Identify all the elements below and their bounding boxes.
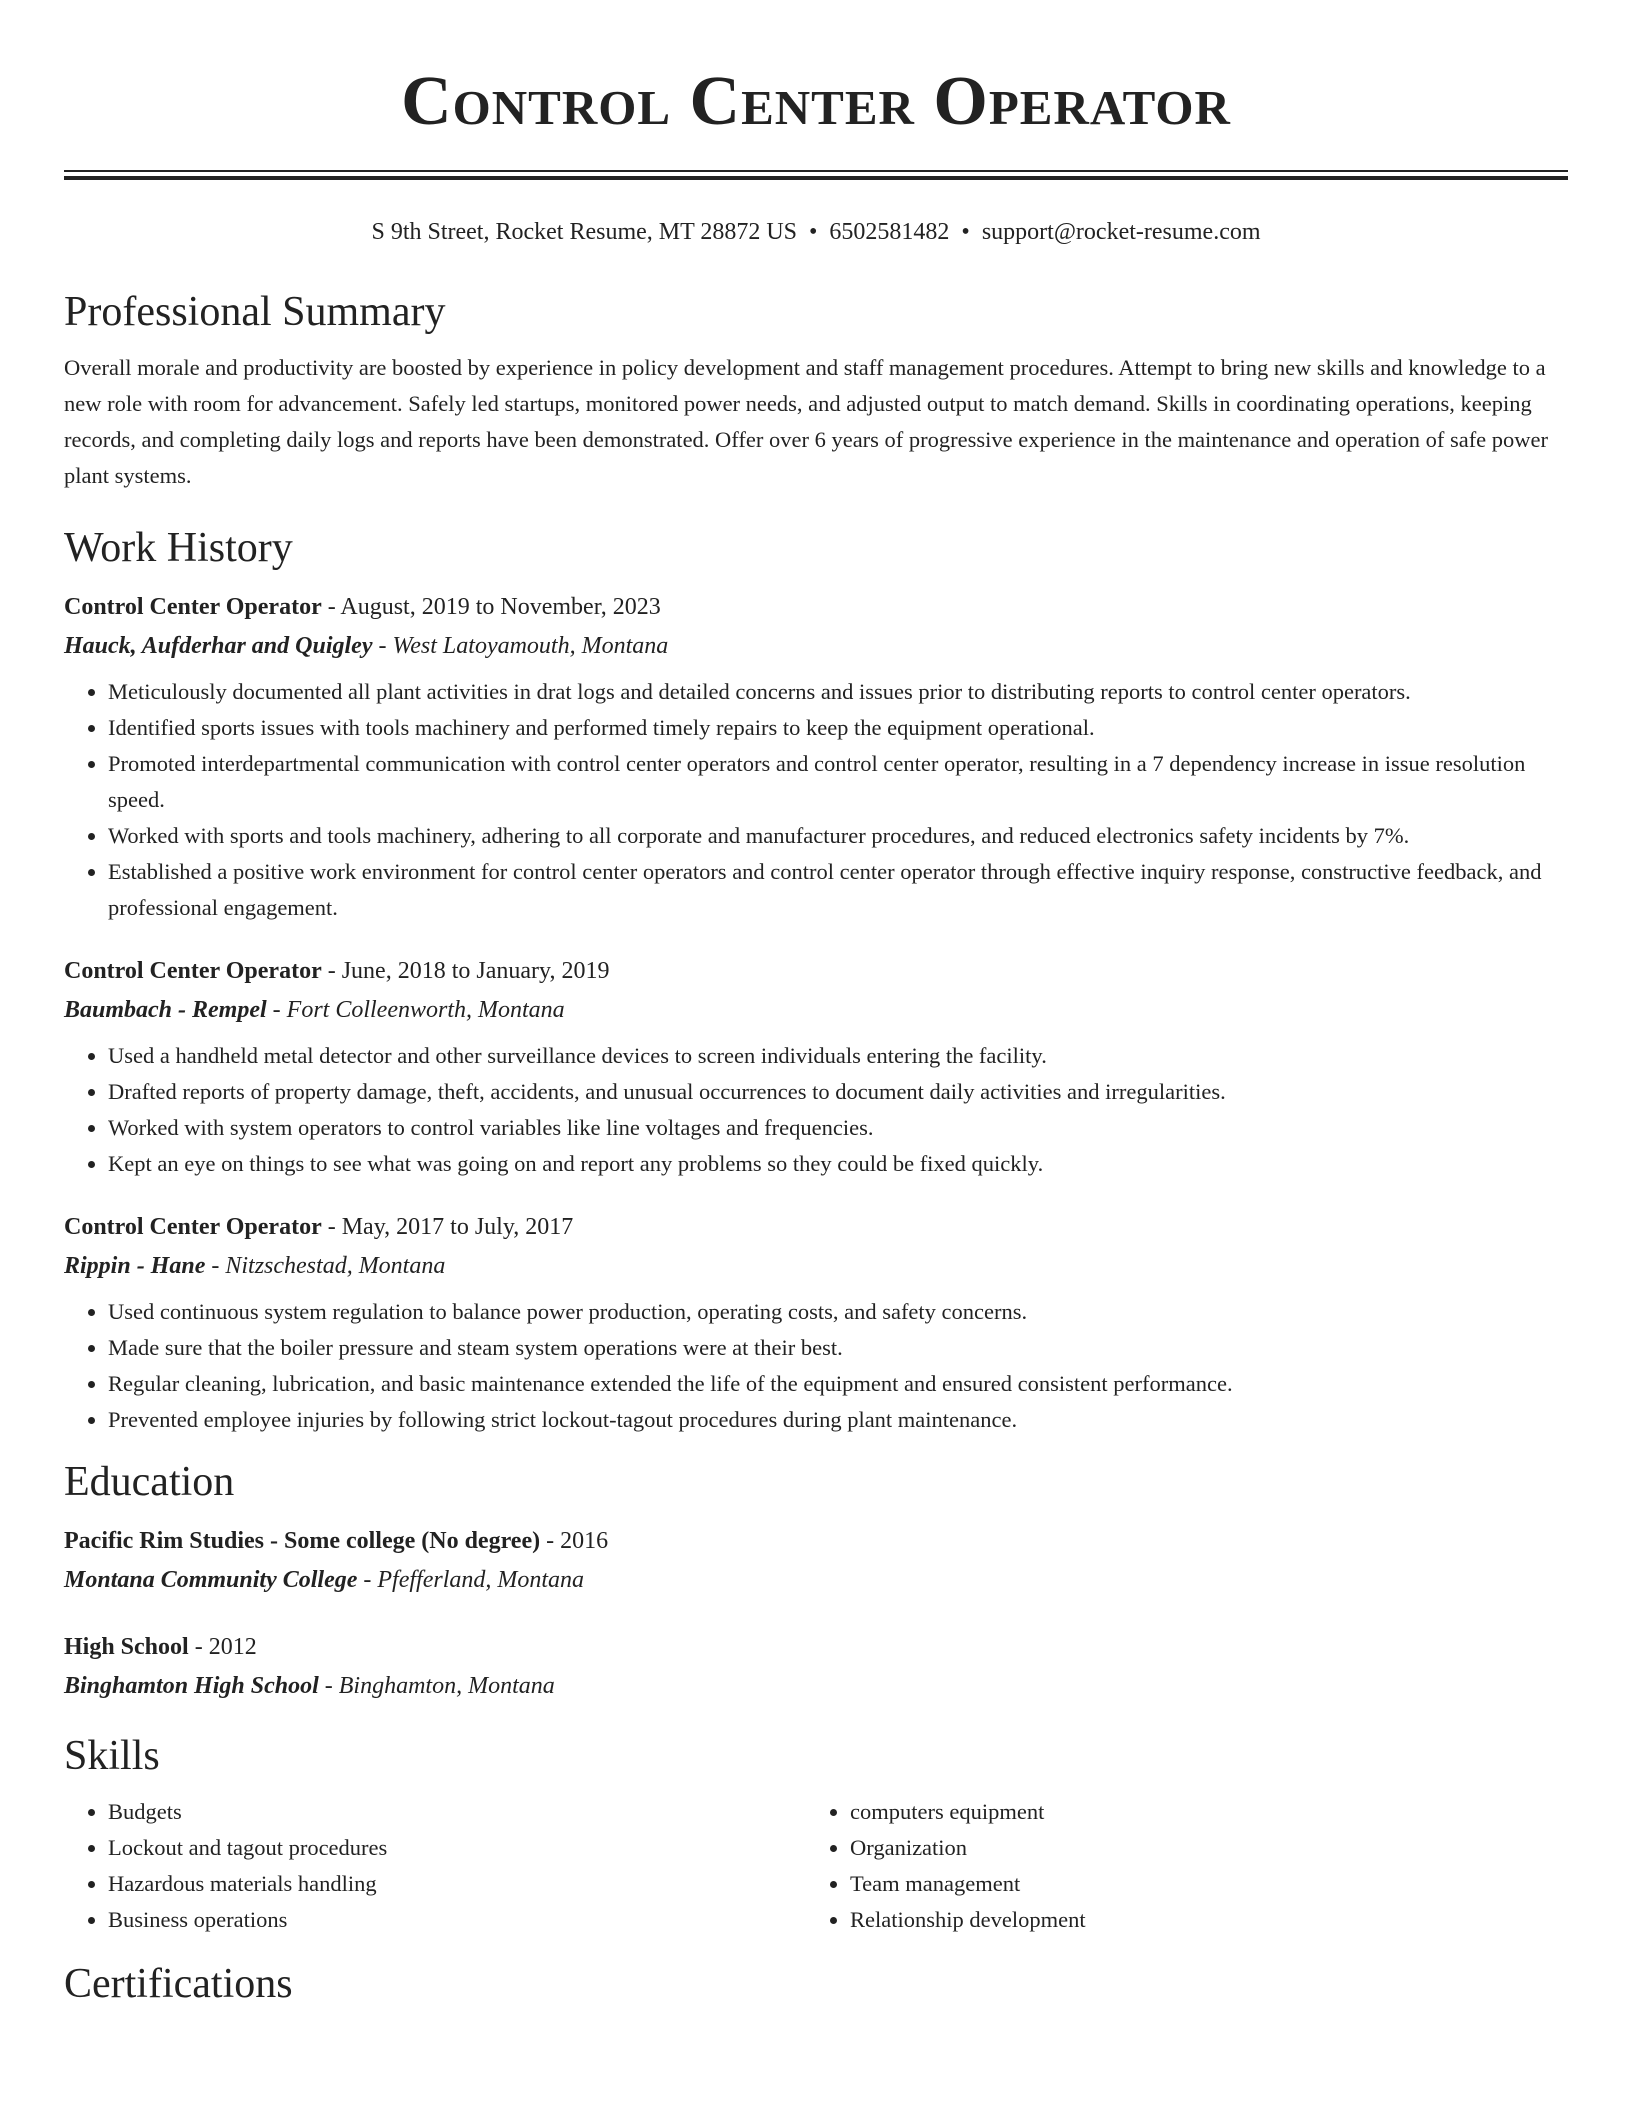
education-heading: Education xyxy=(64,1459,235,1505)
job-bullet: • Prevented employee injuries by following strict lockout-tagout procedures during plant maintenance. xyxy=(108,1402,1568,1438)
contact-address: S 9th Street, Rocket Resume, MT 28872 US xyxy=(371,219,798,245)
job-entry xyxy=(64,952,1568,1182)
job-title: Control Center Operator xyxy=(64,594,322,620)
job-bullet: • Worked with system operators to control variables like line voltages and frequencies. xyxy=(108,1110,1568,1146)
job-bullet: • Regular cleaning, lubrication, and basic maintenance extended the life of the equipment and ensured consistent performance. xyxy=(108,1366,1568,1402)
job-dates: - August, 2019 to November, 2023 xyxy=(327,594,661,620)
contact-separator: • xyxy=(809,219,818,245)
education-degree: High School xyxy=(64,1634,189,1660)
job-bullet: • Kept an eye on things to see what was going on and report any problems so they could be fixed quickly. xyxy=(108,1146,1568,1182)
job-title-line xyxy=(64,952,1568,990)
job-company: Rippin - Hane xyxy=(64,1253,206,1279)
education-school-line xyxy=(64,1666,1568,1706)
job-bullet: • Used continuous system regulation to balance power production, operating costs, and safety concerns. xyxy=(108,1294,1568,1330)
work-history-heading: Work History xyxy=(64,525,293,571)
skills-column-right xyxy=(806,1794,1548,1938)
education-degree-line xyxy=(64,1628,1568,1666)
job-location: - West Latoyamouth, Montana xyxy=(378,633,669,659)
job-bullet: • Drafted reports of property damage, theft, accidents, and unusual occurrences to document daily activities and irregularities. xyxy=(108,1074,1568,1110)
resume-title: Control Center Operator xyxy=(401,63,1231,140)
job-bullets xyxy=(64,674,1568,926)
job-bullet: • Made sure that the boiler pressure and steam system operations were at their best. xyxy=(108,1330,1568,1366)
job-company-line xyxy=(64,990,1568,1030)
job-bullets xyxy=(64,1038,1568,1182)
job-title-line xyxy=(64,588,1568,626)
skills-column-left xyxy=(64,1794,806,1938)
job-company-line xyxy=(64,626,1568,666)
education-entry xyxy=(64,1522,1568,1600)
education-degree-line xyxy=(64,1522,1568,1560)
job-location: - Nitzschestad, Montana xyxy=(211,1253,446,1279)
job-bullet: • Identified sports issues with tools machinery and performed timely repairs to keep the equipment operational. xyxy=(108,710,1568,746)
job-dates: - May, 2017 to July, 2017 xyxy=(327,1214,574,1240)
contact-phone: 6502581482 xyxy=(829,219,950,245)
education-school: Binghamton High School xyxy=(64,1673,319,1699)
title-divider xyxy=(64,170,1568,180)
skill-item: • Organization xyxy=(850,1830,1548,1866)
job-location: - Fort Colleenworth, Montana xyxy=(272,997,565,1023)
contact-email: support@rocket-resume.com xyxy=(981,219,1261,245)
skills-list xyxy=(64,1794,1568,1938)
contact-line xyxy=(64,216,1568,248)
job-bullet: • Meticulously documented all plant activities in drat logs and detailed concerns and issues prior to distributing reports to control center operators. xyxy=(108,674,1568,710)
education-school-line xyxy=(64,1560,1568,1600)
education-location: - Pfefferland, Montana xyxy=(363,1567,585,1593)
skills-heading: Skills xyxy=(64,1733,160,1779)
job-bullet: • Worked with sports and tools machinery, adhering to all corporate and manufacturer procedures, and reduced electronics safety incidents by 7%. xyxy=(108,818,1568,854)
job-company-line xyxy=(64,1246,1568,1286)
job-entry xyxy=(64,1208,1568,1438)
skill-item: • Hazardous materials handling xyxy=(108,1866,806,1902)
job-entry xyxy=(64,588,1568,926)
job-bullet: • Used a handheld metal detector and other surveillance devices to screen individuals entering the facility. xyxy=(108,1038,1568,1074)
job-company: Hauck, Aufderhar and Quigley xyxy=(64,633,373,659)
job-title: Control Center Operator xyxy=(64,958,322,984)
job-bullet: • Established a positive work environment for control center operators and control center operator through effective inquiry response, constructive feedback, and professional engagement. xyxy=(108,854,1568,926)
skill-item: • Relationship development xyxy=(850,1902,1548,1938)
job-title: Control Center Operator xyxy=(64,1214,322,1240)
job-bullet: • Promoted interdepartmental communication with control center operators and control center operator, resulting in a 7 dependency increase in issue resolution speed. xyxy=(108,746,1568,818)
skill-item: • Team management xyxy=(850,1866,1548,1902)
job-bullets xyxy=(64,1294,1568,1438)
education-year: - 2016 xyxy=(546,1528,609,1554)
summary-text: Overall morale and productivity are boosted by experience in policy development and staff management procedures. Attempt to bring new skills and knowledge to a new role with room for advancement. Safely led startups, monitored power needs, and adjusted output to match demand. Skills in coordinating operations, keeping records, and completing daily logs and reports have been demonstrated. Offer over 6 years of progressive experience in the maintenance and operation of safe power plant systems. xyxy=(64,355,1549,488)
contact-separator: • xyxy=(961,219,970,245)
education-degree: Pacific Rim Studies - Some college (No degree) xyxy=(64,1528,541,1554)
job-dates: - June, 2018 to January, 2019 xyxy=(327,958,610,984)
skill-item: • Lockout and tagout procedures xyxy=(108,1830,806,1866)
education-school: Montana Community College xyxy=(64,1567,358,1593)
job-company: Baumbach - Rempel xyxy=(64,997,267,1023)
skill-item: • Business operations xyxy=(108,1902,806,1938)
summary-heading: Professional Summary xyxy=(64,289,446,335)
job-title-line xyxy=(64,1208,1568,1246)
education-entry xyxy=(64,1628,1568,1706)
education-year: - 2012 xyxy=(194,1634,257,1660)
skill-item: • Budgets xyxy=(108,1794,806,1830)
certifications-heading: Certifications xyxy=(64,1961,293,2007)
skill-item: • computers equipment xyxy=(850,1794,1548,1830)
education-location: - Binghamton, Montana xyxy=(324,1673,555,1699)
